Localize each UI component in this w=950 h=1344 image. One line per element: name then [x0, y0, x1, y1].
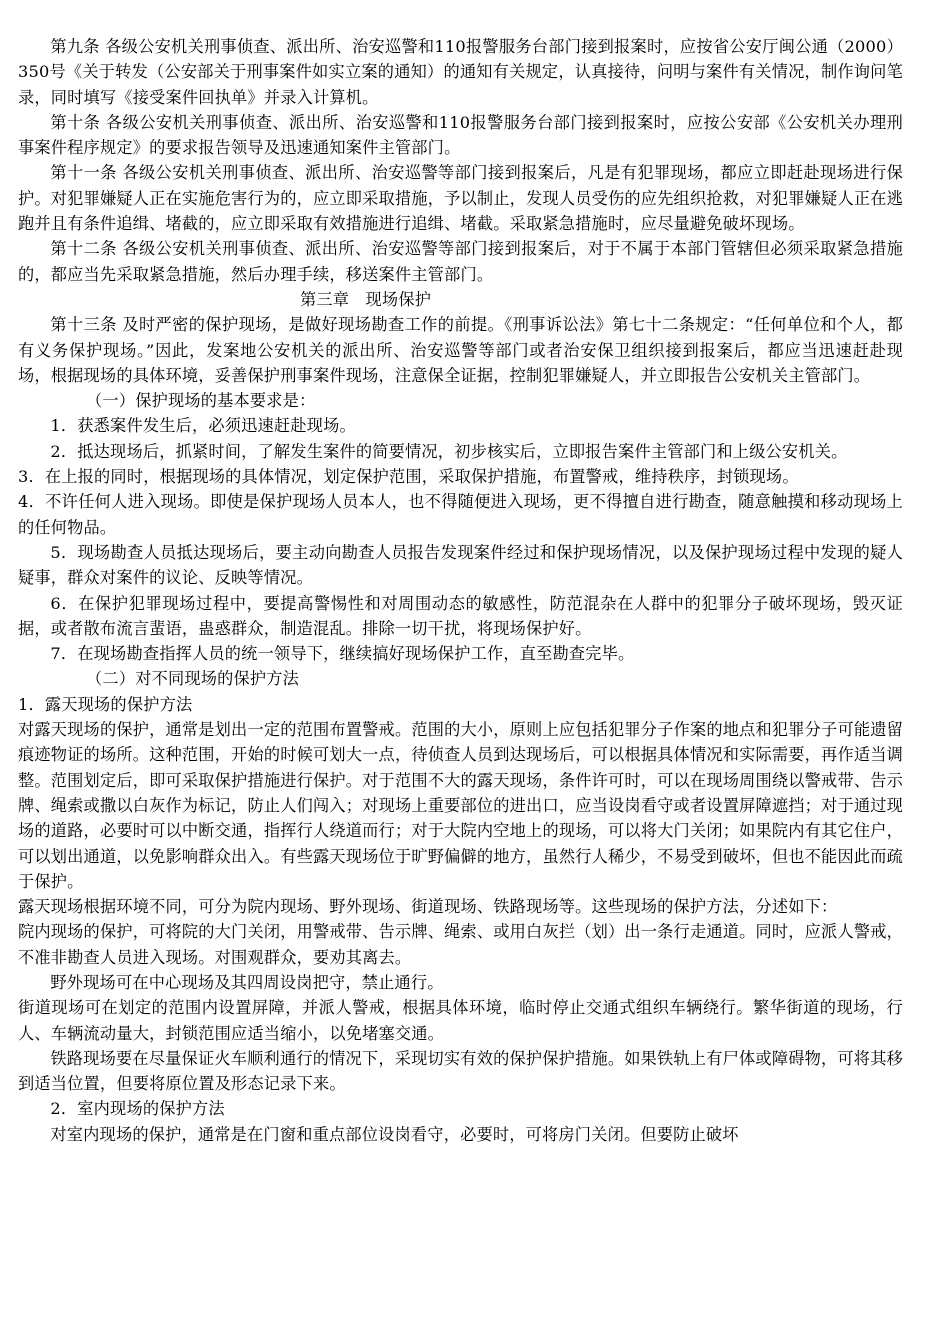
- paragraph-indoor-protection: 对室内现场的保护，通常是在门窗和重点部位设岗看守，必要时，可将房门关闭。但要防止破坏: [50, 1124, 739, 1144]
- paragraph-outdoor-protection: 对露天现场的保护，通常是划出一定的范围布置警戒。范围的大小，原则上应包括犯罪分子作案的地点和犯罪分子可能遗留痕迹物证的场所。这种范围，开始的时候可划大一点，待侦查人员到达现场后，可以根据具体情况和实际需要，再作适当调整。范围划定后，即可采取保护措施进行保护。对于范围不大的露天现场，条件许可时，可以在现场周围绕以警戒带、告示牌、绳索或撒以白灰作为标记，防止人们闯入；对现场上重要部位的进出口，应当设岗看守或者设置屏障遮挡；对于通过现场的道路，必要时可以中断交通，指挥行人绕道而行；对于大院内空地上的现场，可以将大门关闭；如果院内有其它住户，可以划出通道，以免影响群众出入。有些露天现场位于旷野偏僻的地方，虽然行人稀少，不易受到破坏，但也不能因此而疏于保护。: [18, 720, 903, 891]
- paragraph-article-9: 第九条 各级公安机关刑事侦查、派出所、治安巡警和110报警服务台部门接到报案时，应按省公安厅闽公通（2000）350号《关于转发（公安部关于刑事案件如实立案的通知）的通知有关规定，认真接待，问明与案件有关情况，制作询问笔录，同时填写《接受案件回执单》并录入计算机。: [18, 37, 903, 107]
- section-heading-basic-requirements: （一）保护现场的基本要求是：: [86, 391, 316, 411]
- list-item-7: 7．在现场勘查指挥人员的统一领导下，继续搞好现场保护工作，直至勘查完毕。: [50, 644, 635, 664]
- paragraph-outdoor-types: 露天现场根据环境不同，可分为院内现场、野外现场、街道现场、铁路现场等。这些现场的保护方法，分述如下：: [18, 897, 838, 917]
- subheading-outdoor-scene: 1．露天现场的保护方法: [18, 694, 193, 714]
- subheading-indoor-scene: 2．室内现场的保护方法: [50, 1099, 225, 1119]
- paragraph-field-scene: 野外现场可在中心现场及其四周设岗把守，禁止通行。: [50, 972, 444, 992]
- paragraph-railway-scene: 铁路现场要在尽量保证火车顺利通行的情况下，采现切实有效的保护保护措施。如果铁轨上有尸体或障碍物，可将其移到适当位置，但要将原位置及形态记录下来。: [18, 1048, 903, 1094]
- list-item-3: 3．在上报的同时，根据现场的具体情况，划定保护范围，采取保护措施，布置警戒，维持秩序，封锁现场。: [18, 467, 799, 487]
- paragraph-article-10: 第十条 各级公安机关刑事侦查、派出所、治安巡警和110报警服务台部门接到报案时，应按公安部《公安机关办理刑事案件程序规定》的要求报告领导及迅速通知案件主管部门。: [18, 112, 903, 158]
- list-item-4: 4．不许任何人进入现场。即使是保护现场人员本人，也不得随便进入现场，更不得擅自进行勘查，随意触摸和移动现场上的任何物品。: [18, 492, 903, 537]
- paragraph-article-11: 第十一条 各级公安机关刑事侦查、派出所、治安巡警等部门接到报案后，凡是有犯罪现场，都应立即赶赴现场进行保护。对犯罪嫌疑人正在实施危害行为的，应立即采取措施，予以制止，发现人员受伤的应先组织抢救，对犯罪嫌疑人正在逃跑并且有条件追缉、堵截的，应立即采取有效措施进行追缉、堵截。采取紧急措施时，应尽量避免破坏现场。: [18, 163, 903, 234]
- document-page: [18, 34, 903, 1147]
- paragraph-article-12: 第十二条 各级公安机关刑事侦查、派出所、治安巡警等部门接到报案后，对于不属于本部门管辖但必须采取紧急措施的，都应当先采取紧急措施，然后办理手续，移送案件主管部门。: [18, 239, 903, 284]
- chapter-heading: 第三章 现场保护: [300, 289, 432, 309]
- paragraph-courtyard-scene: 院内现场的保护，可将院的大门关闭，用警戒带、告示牌、绳索、或用白灰拦（划）出一条行走通道。同时，应派人警戒，不准非勘查人员进入现场。对围观群众，要劝其离去。: [18, 922, 903, 967]
- paragraph-street-scene: 街道现场可在划定的范围内设置屏障，并派人警戒，根据具体环境，临时停止交通式组织车辆绕行。繁华街道的现场，行人、车辆流动量大，封锁范围应适当缩小，以免堵塞交通。: [18, 998, 903, 1043]
- list-item-2: 2．抵达现场后，抓紧时间，了解发生案件的简要情况，初步核实后，立即报告案件主管部门和上级公安机关。: [50, 441, 848, 461]
- paragraph-article-13: 第十三条 及时严密的保护现场，是做好现场勘查工作的前提。《刑事诉讼法》第七十二条规定：“任何单位和个人，都有义务保护现场。”因此，发案地公安机关的派出所、治安巡警等部门或者治安保卫组织接到报案后，都应当迅速赶赴现场，根据现场的具体环境，妥善保护刑事案件现场，注意保全证据，控制犯罪嫌疑人，并立即报告公安机关主管部门。: [18, 315, 903, 385]
- list-item-5: 5．现场勘查人员抵达现场后，要主动向勘查人员报告发现案件经过和保护现场情况，以及保护现场过程中发现的疑人疑事，群众对案件的议论、反映等情况。: [18, 542, 903, 588]
- list-item-6: 6．在保护犯罪现场过程中，要提高警惕性和对周围动态的敏感性，防范混杂在人群中的犯罪分子破坏现场，毁灭证据，或者散布流言蜚语，蛊惑群众，制造混乱。排除一切干扰，将现场保护好。: [18, 593, 903, 638]
- list-item-1: 1．获悉案件发生后，必须迅速赶赴现场。: [50, 416, 356, 436]
- section-heading-protection-methods: （二）对不同现场的保护方法: [86, 669, 300, 689]
